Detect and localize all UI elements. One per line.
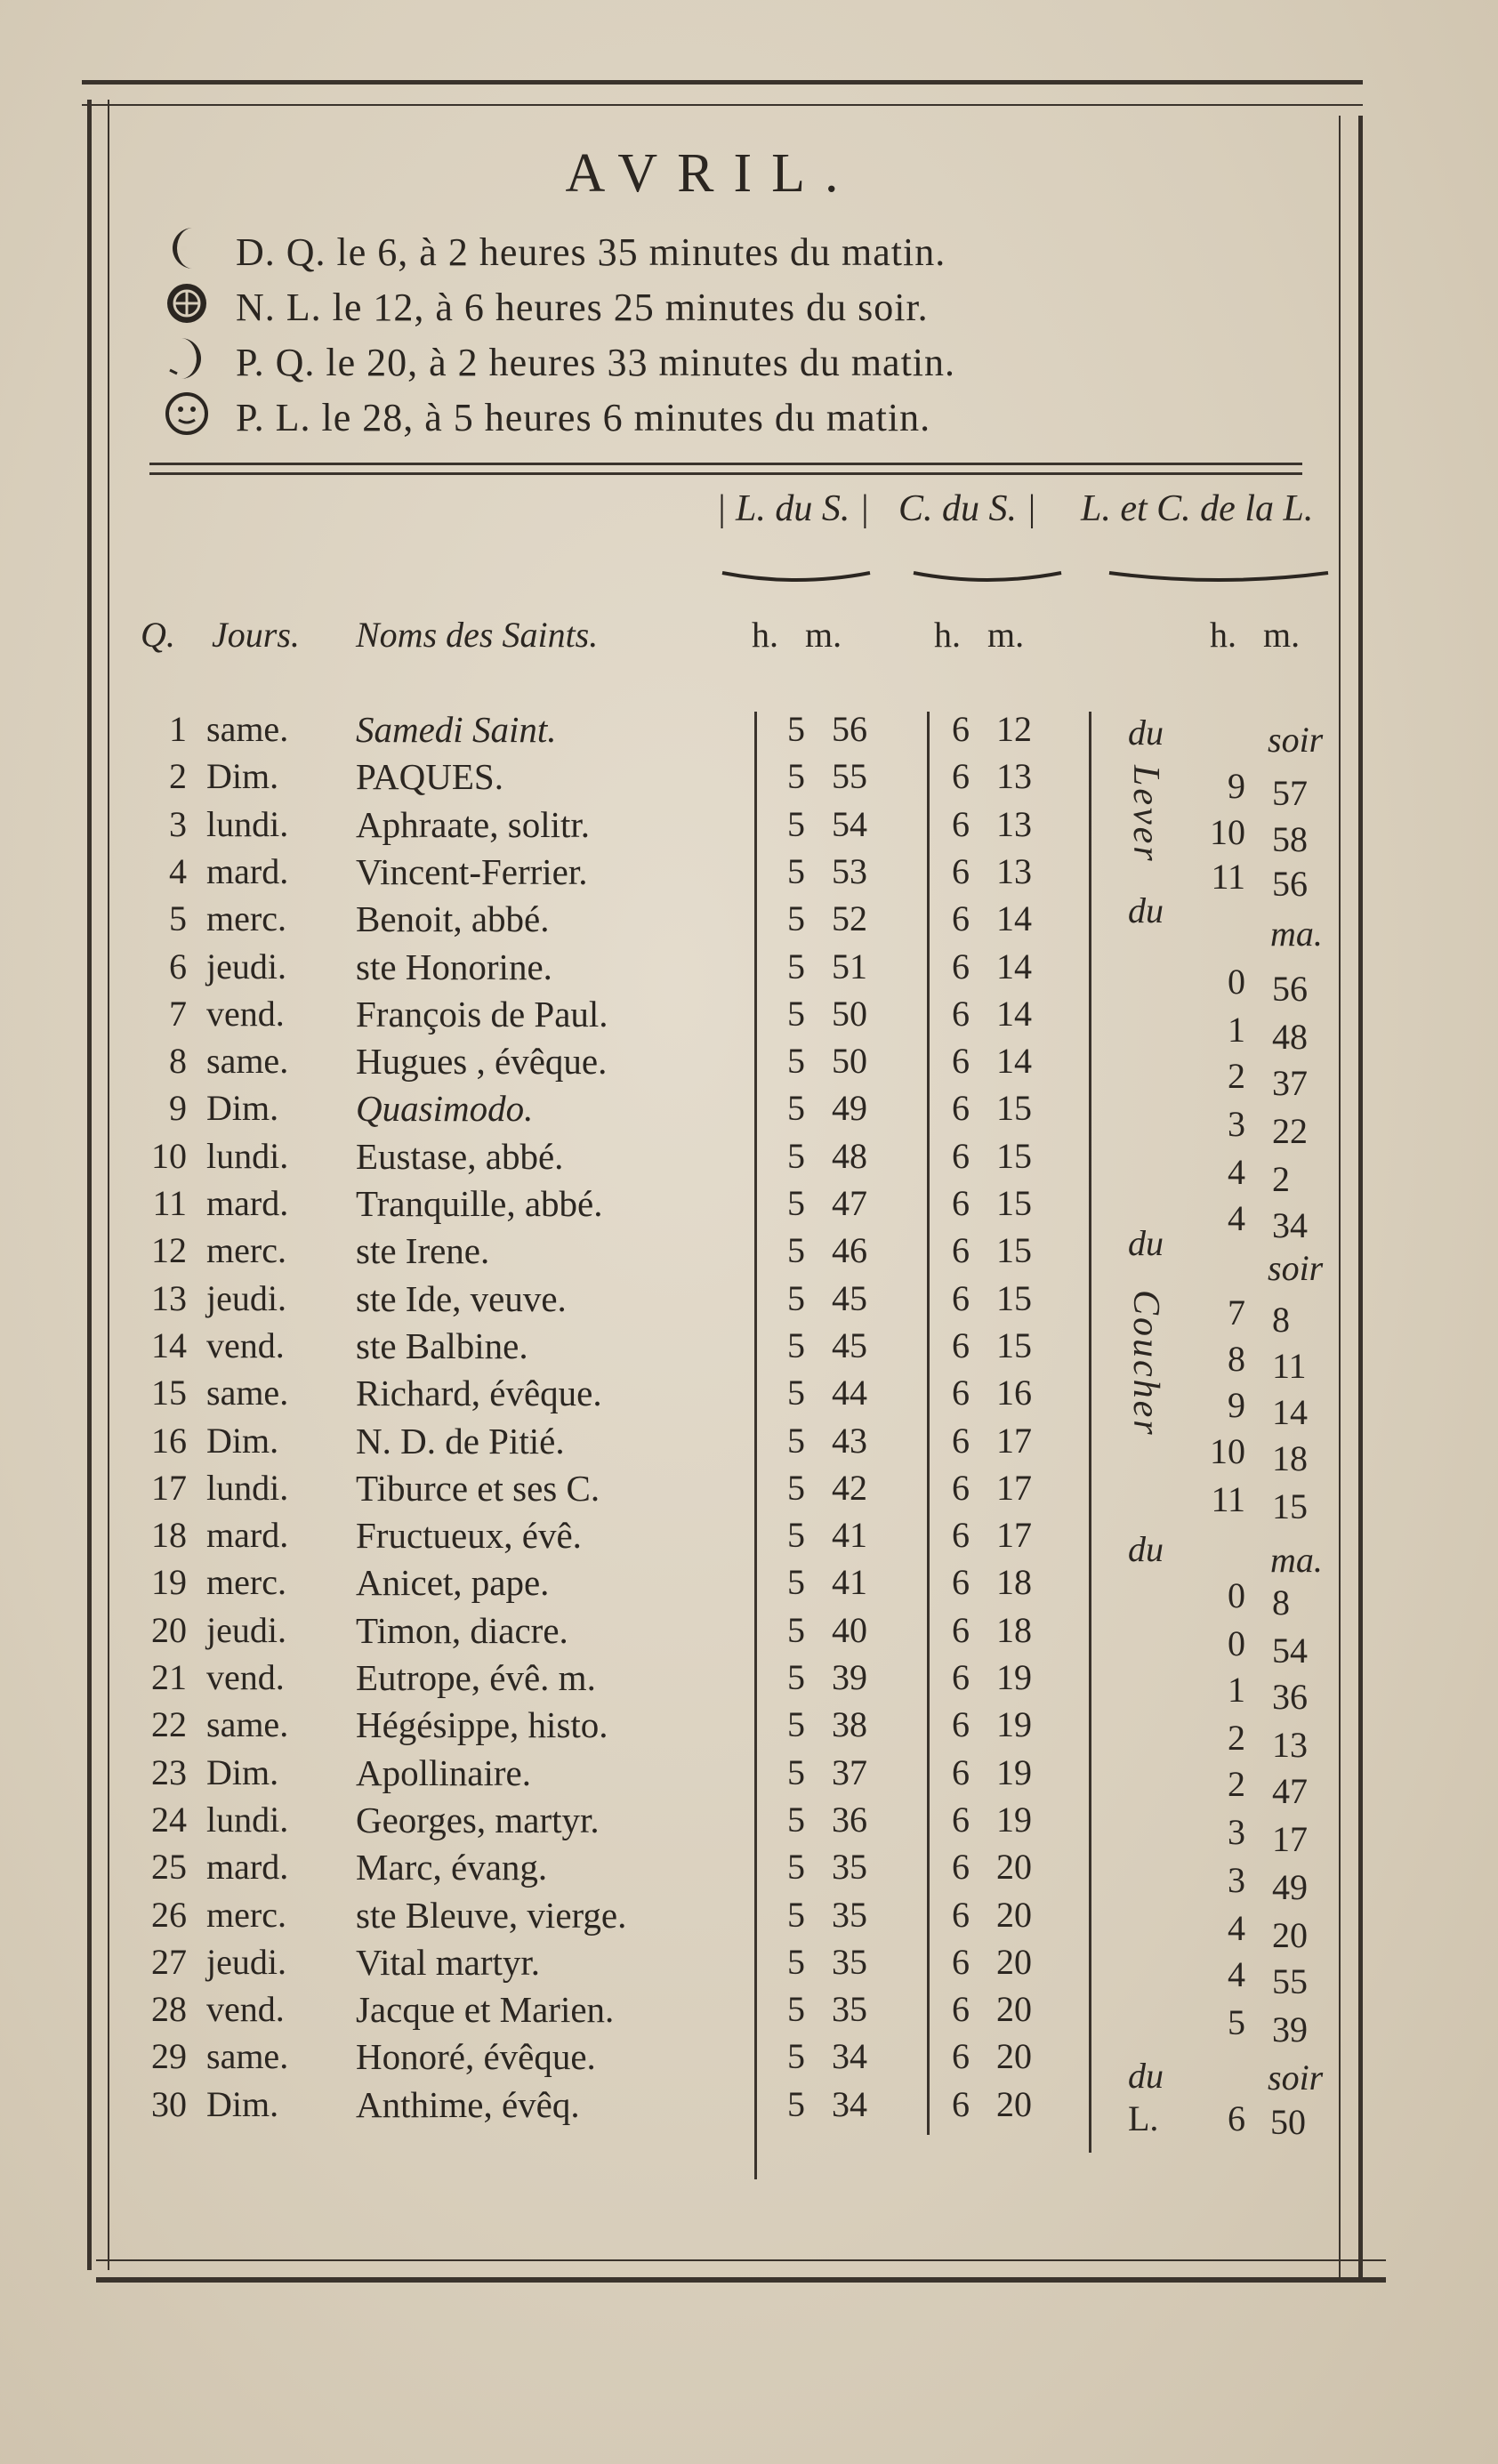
moon-hour: 0 bbox=[1228, 1575, 1245, 1615]
saint-name: Quasimodo. bbox=[356, 1088, 534, 1130]
moon-minute: 13 bbox=[1272, 1725, 1308, 1765]
sunset-time: 6 17 bbox=[952, 1467, 1032, 1508]
moon-minute: 15 bbox=[1272, 1486, 1308, 1526]
moon-minute: 37 bbox=[1272, 1063, 1308, 1103]
frame-top-border bbox=[82, 80, 1363, 106]
sunset-time: 6 15 bbox=[952, 1183, 1032, 1223]
saint-name: N. D. de Pitié. bbox=[356, 1420, 565, 1461]
brace-moon bbox=[1107, 569, 1330, 587]
moon-hour: 2 bbox=[1228, 1764, 1245, 1804]
day-number: 4 bbox=[169, 850, 187, 891]
day-number: 20 bbox=[151, 1609, 187, 1650]
sunset-time: 6 14 bbox=[952, 1041, 1032, 1082]
moon-minute: 57 bbox=[1272, 773, 1308, 813]
moon-hour: 0 bbox=[1228, 962, 1245, 1002]
moon-minute: 2 bbox=[1272, 1159, 1290, 1199]
moon-hour: 8 bbox=[1228, 1339, 1245, 1379]
new-moon-icon bbox=[163, 279, 211, 327]
moon-label-du: du bbox=[1128, 1529, 1164, 1569]
phase-text: P. L. le 28, à 5 heures 6 minutes du matin. bbox=[236, 396, 931, 439]
moon-hour: 0 bbox=[1228, 1623, 1245, 1663]
month-title: AVRIL. bbox=[565, 143, 858, 204]
col-group-sunset-label: C. du S. bbox=[898, 488, 1018, 529]
moon-hour: 10 bbox=[1210, 812, 1245, 852]
sunset-time: 6 20 bbox=[952, 1847, 1032, 1888]
sunset-time: 6 15 bbox=[952, 1230, 1032, 1271]
saint-name: Georges, martyr. bbox=[356, 1799, 600, 1840]
day-number: 28 bbox=[151, 1989, 187, 2030]
day-number: 27 bbox=[151, 1941, 187, 1982]
moon-label-coucher: Coucher bbox=[1125, 1290, 1166, 1437]
brace-sunrise bbox=[721, 569, 872, 587]
sunrise-time: 5 50 bbox=[787, 1041, 867, 1082]
sunrise-time: 5 48 bbox=[787, 1135, 867, 1176]
saint-name: Hugues , évêque. bbox=[356, 1041, 608, 1083]
weekday: jeudi. bbox=[206, 1609, 286, 1650]
phase-first-quarter bbox=[236, 340, 1303, 385]
sunset-time: 6 13 bbox=[952, 850, 1032, 891]
sunrise-time: 5 35 bbox=[787, 1989, 867, 2030]
moon-minute: 55 bbox=[1272, 1961, 1308, 2001]
full-moon-icon bbox=[163, 390, 211, 438]
moon-hour: 2 bbox=[1228, 1718, 1245, 1758]
weekday: Dim. bbox=[206, 1751, 279, 1792]
saint-name: Richard, évêque. bbox=[356, 1373, 602, 1414]
saint-name: Vital martyr. bbox=[356, 1941, 541, 1983]
saint-name: Aphraate, solitr. bbox=[356, 803, 591, 845]
moon-hour: 4 bbox=[1228, 1908, 1245, 1948]
sunrise-time: 5 45 bbox=[787, 1277, 867, 1318]
moon-minute: 56 bbox=[1272, 864, 1308, 904]
header-saints: Noms des Saints. bbox=[356, 615, 599, 655]
moon-label-du: du bbox=[1128, 890, 1164, 930]
day-number: 25 bbox=[151, 1847, 187, 1888]
sunrise-time: 5 42 bbox=[787, 1467, 867, 1508]
day-number: 11 bbox=[152, 1183, 187, 1223]
sunrise-time: 5 51 bbox=[787, 946, 867, 986]
saint-name: Anthime, évêq. bbox=[356, 2083, 580, 2125]
sunset-time: 6 20 bbox=[952, 2036, 1032, 2077]
moon-minute: 8 bbox=[1272, 1582, 1290, 1623]
moon-hour: 11 bbox=[1211, 1479, 1245, 1519]
sunset-time: 6 15 bbox=[952, 1088, 1032, 1129]
moon-minute: 20 bbox=[1272, 1915, 1308, 1955]
moon-hour: 1 bbox=[1228, 1670, 1245, 1710]
weekday: same. bbox=[206, 2036, 289, 2077]
moon-label-soir: soir bbox=[1268, 1248, 1324, 1288]
moon-minute: 14 bbox=[1272, 1392, 1308, 1432]
header-hm-sunset: h. m. bbox=[934, 615, 1025, 655]
moon-hour: 4 bbox=[1228, 1198, 1245, 1238]
sunset-time: 6 20 bbox=[952, 1894, 1032, 1935]
moon-minute: 39 bbox=[1272, 2009, 1308, 2049]
sunset-time: 6 16 bbox=[952, 1373, 1032, 1413]
moon-hour: 3 bbox=[1228, 1812, 1245, 1852]
sunset-time: 6 20 bbox=[952, 2083, 1032, 2124]
phase-text: D. Q. le 6, à 2 heures 35 minutes du matin. bbox=[236, 230, 946, 274]
sunset-time: 6 14 bbox=[952, 993, 1032, 1034]
sunrise-time: 5 46 bbox=[787, 1230, 867, 1271]
frame-bottom-border bbox=[96, 2259, 1386, 2283]
weekday: lundi. bbox=[206, 1135, 289, 1176]
sunset-time: 6 19 bbox=[952, 1751, 1032, 1792]
sunrise-time: 5 35 bbox=[787, 1847, 867, 1888]
weekday: mard. bbox=[206, 850, 289, 891]
phase-new-moon bbox=[236, 285, 1303, 330]
sunrise-time: 5 39 bbox=[787, 1657, 867, 1697]
sunset-time: 6 20 bbox=[952, 1989, 1032, 2030]
day-number: 1 bbox=[169, 709, 187, 749]
moon-minute: 34 bbox=[1272, 1205, 1308, 1245]
weekday: lundi. bbox=[206, 803, 289, 844]
moon-hour: 7 bbox=[1228, 1292, 1245, 1333]
day-number: 13 bbox=[151, 1277, 187, 1318]
moon-label-du: du bbox=[1128, 2056, 1164, 2096]
moon-hour: 9 bbox=[1228, 1385, 1245, 1425]
sunset-time: 6 14 bbox=[952, 898, 1032, 939]
moon-last-minute: 50 bbox=[1270, 2102, 1306, 2142]
col-group-sunrise: | L. du S. | bbox=[716, 488, 870, 529]
sunset-time: 6 18 bbox=[952, 1609, 1032, 1650]
moon-label-du: du bbox=[1128, 1223, 1164, 1263]
saint-name: Honoré, évêque. bbox=[356, 2036, 596, 2078]
saint-name: PAQUES. bbox=[356, 756, 503, 798]
moon-minute: 54 bbox=[1272, 1631, 1308, 1671]
sunrise-time: 5 56 bbox=[787, 709, 867, 749]
moon-hour: 5 bbox=[1228, 2002, 1245, 2042]
weekday: Dim. bbox=[206, 756, 279, 797]
brace-sunset bbox=[912, 569, 1063, 587]
moon-minute: 11 bbox=[1272, 1346, 1307, 1386]
weekday: vend. bbox=[206, 1989, 285, 2030]
sunset-time: 6 13 bbox=[952, 756, 1032, 797]
sunrise-time: 5 47 bbox=[787, 1183, 867, 1223]
saint-name: Jacque et Marien. bbox=[356, 1989, 615, 2031]
moon-minute: 47 bbox=[1272, 1771, 1308, 1811]
sunrise-time: 5 36 bbox=[787, 1799, 867, 1840]
moon-hour: 10 bbox=[1210, 1431, 1245, 1471]
day-number: 21 bbox=[151, 1657, 187, 1697]
weekday: vend. bbox=[206, 1657, 285, 1697]
sunset-time: 6 15 bbox=[952, 1277, 1032, 1318]
weekday: jeudi. bbox=[206, 946, 286, 986]
weekday: lundi. bbox=[206, 1799, 289, 1840]
moon-label-soir: soir bbox=[1268, 2057, 1324, 2098]
moon-label-soir: soir bbox=[1268, 720, 1324, 760]
weekday: same. bbox=[206, 709, 289, 749]
saint-name: Benoit, abbé. bbox=[356, 898, 550, 940]
sunrise-time: 5 54 bbox=[787, 803, 867, 844]
sunrise-time: 5 43 bbox=[787, 1420, 867, 1461]
col-group-sunrise-label: L. du S. bbox=[736, 488, 850, 529]
saint-name: Timon, diacre. bbox=[356, 1609, 568, 1651]
sunset-time: 6 15 bbox=[952, 1325, 1032, 1365]
sunrise-time: 5 41 bbox=[787, 1562, 867, 1603]
moon-minute: 58 bbox=[1272, 819, 1308, 859]
day-number: 10 bbox=[151, 1135, 187, 1176]
saint-name: ste Bleuve, vierge. bbox=[356, 1894, 627, 1936]
saint-name: François de Paul. bbox=[356, 993, 608, 1035]
sunset-time: 6 19 bbox=[952, 1657, 1032, 1697]
weekday: merc. bbox=[206, 1562, 286, 1603]
sunrise-time: 5 34 bbox=[787, 2036, 867, 2077]
moon-label-l: L. bbox=[1128, 2098, 1159, 2138]
sunrise-time: 5 35 bbox=[787, 1941, 867, 1982]
day-number: 30 bbox=[151, 2083, 187, 2124]
col-group-moon bbox=[1081, 487, 1313, 530]
sunset-time: 6 13 bbox=[952, 803, 1032, 844]
saint-name: Vincent-Ferrier. bbox=[356, 850, 588, 892]
sunset-time: 6 15 bbox=[952, 1135, 1032, 1176]
phase-text: N. L. le 12, à 6 heures 25 minutes du soir. bbox=[236, 286, 929, 329]
sunset-time: 6 19 bbox=[952, 1704, 1032, 1745]
saint-name: Hégésippe, histo. bbox=[356, 1704, 608, 1746]
weekday: merc. bbox=[206, 1230, 286, 1271]
header-rule bbox=[149, 463, 1302, 475]
sunrise-time: 5 35 bbox=[787, 1894, 867, 1935]
day-number: 17 bbox=[151, 1467, 187, 1508]
moon-hour: 1 bbox=[1228, 1010, 1245, 1050]
header-jours: Jours. bbox=[212, 615, 300, 655]
sunrise-time: 5 55 bbox=[787, 756, 867, 797]
saint-name: Apollinaire. bbox=[356, 1751, 531, 1793]
weekday: merc. bbox=[206, 1894, 286, 1935]
moon-label-ma: ma. bbox=[1270, 1540, 1323, 1580]
weekday: same. bbox=[206, 1704, 289, 1745]
moon-minute: 22 bbox=[1272, 1111, 1308, 1151]
sunrise-time: 5 49 bbox=[787, 1088, 867, 1129]
header-hm-moon: h. m. bbox=[1210, 615, 1301, 655]
sunrise-time: 5 38 bbox=[787, 1704, 867, 1745]
saint-name: Marc, évang. bbox=[356, 1847, 548, 1888]
moon-minute: 18 bbox=[1272, 1438, 1308, 1478]
day-number: 26 bbox=[151, 1894, 187, 1935]
weekday: lundi. bbox=[206, 1467, 289, 1508]
day-number: 23 bbox=[151, 1751, 187, 1792]
day-number: 2 bbox=[169, 756, 187, 797]
saint-name: Tranquille, abbé. bbox=[356, 1183, 603, 1224]
moon-hour: 4 bbox=[1228, 1954, 1245, 1994]
saint-name: Anicet, pape. bbox=[356, 1562, 550, 1604]
saint-name: ste Balbine. bbox=[356, 1325, 528, 1366]
moon-minute: 48 bbox=[1272, 1017, 1308, 1057]
moon-hour: 11 bbox=[1211, 857, 1245, 897]
saint-name: ste Honorine. bbox=[356, 946, 552, 987]
sunrise-time: 5 37 bbox=[787, 1751, 867, 1792]
weekday: jeudi. bbox=[206, 1941, 286, 1982]
moon-hour: 9 bbox=[1228, 766, 1245, 806]
moon-minute: 17 bbox=[1272, 1819, 1308, 1859]
sunrise-time: 5 34 bbox=[787, 2083, 867, 2124]
sunset-time: 6 17 bbox=[952, 1515, 1032, 1556]
day-number: 29 bbox=[151, 2036, 187, 2077]
day-number: 24 bbox=[151, 1799, 187, 1840]
weekday: jeudi. bbox=[206, 1277, 286, 1318]
sunset-time: 6 18 bbox=[952, 1562, 1032, 1603]
moon-label-ma: ma. bbox=[1270, 914, 1323, 954]
saint-name: ste Ide, veuve. bbox=[356, 1277, 567, 1319]
saint-name: Samedi Saint. bbox=[356, 709, 557, 750]
day-number: 14 bbox=[151, 1325, 187, 1365]
moon-minute: 49 bbox=[1272, 1867, 1308, 1907]
moon-label-du: du bbox=[1128, 713, 1164, 753]
day-number: 6 bbox=[169, 946, 187, 986]
day-number: 9 bbox=[169, 1088, 187, 1129]
moon-hour: 2 bbox=[1228, 1056, 1245, 1096]
weekday: same. bbox=[206, 1373, 289, 1413]
weekday: Dim. bbox=[206, 1088, 279, 1129]
sunrise-time: 5 40 bbox=[787, 1609, 867, 1650]
weekday: mard. bbox=[206, 1515, 289, 1556]
moon-hour: 3 bbox=[1228, 1860, 1245, 1900]
day-number: 5 bbox=[169, 898, 187, 939]
weekday: vend. bbox=[206, 993, 285, 1034]
phase-text: P. Q. le 20, à 2 heures 33 minutes du matin. bbox=[236, 341, 956, 384]
first-quarter-moon-icon bbox=[163, 334, 211, 382]
sunset-time: 6 14 bbox=[952, 946, 1032, 986]
day-number: 18 bbox=[151, 1515, 187, 1556]
col-group-sunset: C. du S. | bbox=[898, 488, 1037, 529]
col-group-moon-label: L. et C. de la L. bbox=[1081, 488, 1314, 529]
sunset-time: 6 20 bbox=[952, 1941, 1032, 1982]
sunrise-time: 5 45 bbox=[787, 1325, 867, 1365]
sunrise-time: 5 44 bbox=[787, 1373, 867, 1413]
sunset-time: 6 17 bbox=[952, 1420, 1032, 1461]
sunrise-time: 5 50 bbox=[787, 993, 867, 1034]
weekday: Dim. bbox=[206, 2083, 279, 2124]
sunset-time: 6 12 bbox=[952, 709, 1032, 749]
sunrise-time: 5 41 bbox=[787, 1515, 867, 1556]
sunrise-time: 5 52 bbox=[787, 898, 867, 939]
header-hm-sunrise: h. m. bbox=[752, 615, 842, 655]
weekday: mard. bbox=[206, 1847, 289, 1888]
sunrise-time: 5 53 bbox=[787, 850, 867, 891]
day-number: 8 bbox=[169, 1041, 187, 1082]
day-number: 3 bbox=[169, 803, 187, 844]
moon-label-lever: Lever bbox=[1125, 765, 1166, 864]
day-number: 22 bbox=[151, 1704, 187, 1745]
saint-name: Eutrope, évê. m. bbox=[356, 1657, 596, 1698]
weekday: vend. bbox=[206, 1325, 285, 1365]
header-q: Q. bbox=[141, 615, 175, 655]
weekday: same. bbox=[206, 1041, 289, 1082]
day-number: 7 bbox=[169, 993, 187, 1034]
moon-minute: 8 bbox=[1272, 1300, 1290, 1340]
last-quarter-moon-icon bbox=[163, 224, 211, 272]
weekday: Dim. bbox=[206, 1420, 279, 1461]
saint-name: Eustase, abbé. bbox=[356, 1135, 564, 1177]
day-number: 12 bbox=[151, 1230, 187, 1271]
saint-name: Tiburce et ses C. bbox=[356, 1467, 600, 1509]
weekday: merc. bbox=[206, 898, 286, 939]
moon-last-hour: 6 bbox=[1228, 2098, 1245, 2138]
moon-minute: 56 bbox=[1272, 969, 1308, 1009]
day-number: 19 bbox=[151, 1562, 187, 1603]
saint-name: ste Irene. bbox=[356, 1230, 490, 1272]
moon-hour: 3 bbox=[1228, 1104, 1245, 1144]
moon-minute: 36 bbox=[1272, 1677, 1308, 1717]
day-number: 16 bbox=[151, 1420, 187, 1461]
phase-full-moon bbox=[236, 395, 1303, 440]
day-number: 15 bbox=[151, 1373, 187, 1413]
sunset-time: 6 19 bbox=[952, 1799, 1032, 1840]
weekday: mard. bbox=[206, 1183, 289, 1223]
phase-last-quarter bbox=[236, 229, 1303, 275]
saint-name: Fructueux, évê. bbox=[356, 1515, 582, 1557]
moon-hour: 4 bbox=[1228, 1152, 1245, 1192]
